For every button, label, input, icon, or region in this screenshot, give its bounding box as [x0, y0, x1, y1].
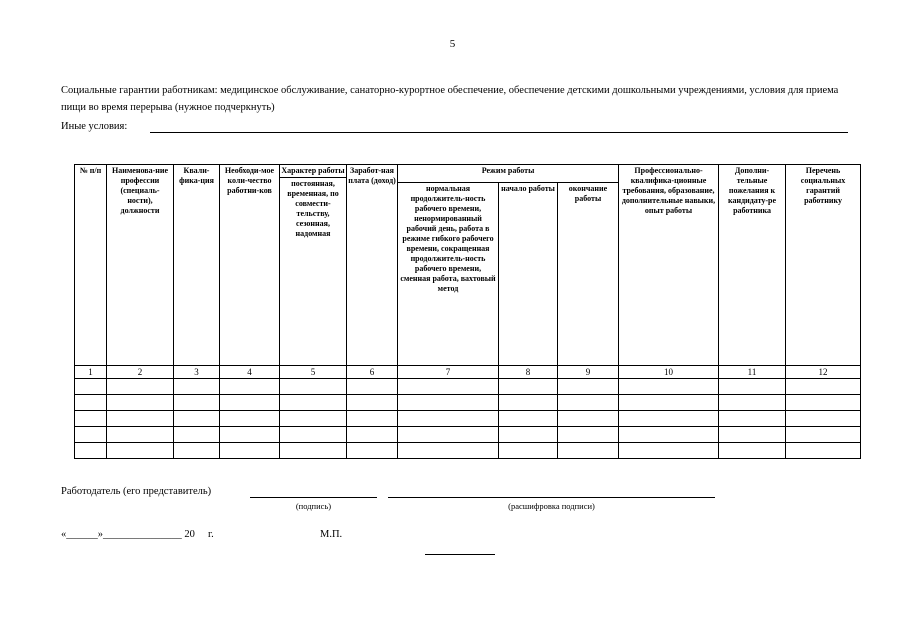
table-cell[interactable]: [398, 427, 499, 443]
header-profession: Наименова-ние профессии (специаль-ности), должности: [107, 165, 174, 366]
header-work-character-detail: постоянная, временная, по совмести-тельству, сезонная, надомная: [287, 179, 339, 238]
table-cell[interactable]: [220, 427, 280, 443]
table-cell[interactable]: [619, 395, 719, 411]
table-cell[interactable]: [719, 411, 786, 427]
table-cell[interactable]: [280, 443, 347, 459]
page-number: 5: [449, 38, 456, 50]
header-social-guarantees: Перечень социальных гарантий работнику: [786, 165, 861, 366]
table-cell[interactable]: [220, 443, 280, 459]
table-cell[interactable]: [719, 427, 786, 443]
table-cell[interactable]: [174, 395, 220, 411]
table-cell[interactable]: [619, 443, 719, 459]
table-cell[interactable]: [719, 379, 786, 395]
table-cell[interactable]: [107, 427, 174, 443]
table-cell[interactable]: [719, 443, 786, 459]
table-cell[interactable]: [499, 443, 558, 459]
table-cell[interactable]: [398, 379, 499, 395]
table-cell[interactable]: [174, 443, 220, 459]
column-number: 1: [75, 366, 107, 379]
column-number: 6: [347, 366, 398, 379]
table-cell[interactable]: [75, 411, 107, 427]
table-cell[interactable]: [398, 395, 499, 411]
signature-caption: (подпись): [295, 501, 332, 511]
table-cell[interactable]: [558, 379, 619, 395]
table-cell[interactable]: [786, 427, 861, 443]
table-row: [75, 379, 861, 395]
table-cell[interactable]: [220, 379, 280, 395]
table-cell[interactable]: [107, 395, 174, 411]
signature-decode-line[interactable]: [388, 497, 715, 498]
table-cell[interactable]: [786, 395, 861, 411]
table-cell[interactable]: [499, 411, 558, 427]
header-work-start: начало работы: [499, 183, 558, 366]
table-cell[interactable]: [619, 379, 719, 395]
table-cell[interactable]: [220, 411, 280, 427]
table-cell[interactable]: [75, 443, 107, 459]
table-cell[interactable]: [347, 395, 398, 411]
vacancy-table: [74, 164, 861, 459]
table-cell[interactable]: [719, 395, 786, 411]
other-conditions: [61, 121, 127, 132]
table-row: [75, 395, 861, 411]
column-number: 4: [220, 366, 280, 379]
header-requirements: Профессионально-квалифика-ционные требования, образование, дополнительные навыки, опыт работы: [619, 165, 719, 366]
table-cell[interactable]: [347, 379, 398, 395]
table-cell[interactable]: [499, 427, 558, 443]
header-work-mode: Режим работы: [398, 165, 619, 183]
table-cell[interactable]: [174, 411, 220, 427]
signature-decode-caption: (расшифровка подписи): [508, 501, 595, 511]
date-line: «______»_______________ 20 г.: [61, 529, 214, 540]
table-cell[interactable]: [558, 427, 619, 443]
table-cell[interactable]: [75, 395, 107, 411]
table-cell[interactable]: [786, 379, 861, 395]
table-row: [75, 443, 861, 459]
table-cell[interactable]: [220, 395, 280, 411]
table-row: [75, 411, 861, 427]
column-number: 3: [174, 366, 220, 379]
stamp-label: М.П.: [320, 529, 343, 540]
header-required-count: Необходи-мое коли-чество работни-ков: [220, 165, 280, 366]
table-cell[interactable]: [558, 395, 619, 411]
table-cell[interactable]: [786, 443, 861, 459]
column-number: 12: [786, 366, 861, 379]
column-number: 2: [107, 366, 174, 379]
header-salary: Заработ-ная плата (доход): [347, 165, 398, 366]
table-cell[interactable]: [280, 427, 347, 443]
table-cell[interactable]: [499, 395, 558, 411]
table-cell[interactable]: [347, 427, 398, 443]
header-qualification: Квали-фика-ция: [174, 165, 220, 366]
other-conditions-label: Иные условия:: [61, 121, 128, 132]
table-cell[interactable]: [619, 411, 719, 427]
table-cell[interactable]: [347, 443, 398, 459]
table-cell[interactable]: [499, 379, 558, 395]
table-cell[interactable]: [398, 443, 499, 459]
table-row: [75, 427, 861, 443]
column-number: 7: [398, 366, 499, 379]
table-cell[interactable]: [107, 379, 174, 395]
table-cell[interactable]: [280, 395, 347, 411]
table-cell[interactable]: [280, 411, 347, 427]
table-cell[interactable]: [107, 443, 174, 459]
header-work-end: окончание работы: [558, 183, 619, 366]
column-number-row: [75, 366, 861, 379]
other-conditions-line[interactable]: [150, 132, 848, 133]
table-cell[interactable]: [107, 411, 174, 427]
table-cell[interactable]: [558, 411, 619, 427]
column-number: 5: [280, 366, 347, 379]
table-cell[interactable]: [75, 427, 107, 443]
table-cell[interactable]: [347, 411, 398, 427]
table-cell[interactable]: [280, 379, 347, 395]
table-cell[interactable]: [174, 379, 220, 395]
signature-line[interactable]: [250, 497, 377, 498]
header-number: № п/п: [75, 165, 107, 366]
social-guarantees-text: Социальные гарантии работникам: медицинское обслуживание, санаторно-курортное обеспечение, обеспечение детскими дошкольными учреждениями, условия для приема пищи во время перерыва (нужное подчеркнуть): [61, 85, 839, 113]
table-cell[interactable]: [558, 443, 619, 459]
header-work-character-title: Характер работы: [280, 165, 346, 178]
header-work-character: [280, 165, 347, 366]
column-number: 10: [619, 366, 719, 379]
table-cell[interactable]: [75, 379, 107, 395]
employer-label: Работодатель (его представитель): [61, 486, 212, 497]
column-number: 9: [558, 366, 619, 379]
closing-line: [425, 554, 495, 555]
table-cell[interactable]: [398, 411, 499, 427]
column-number: 11: [719, 366, 786, 379]
table-cell[interactable]: [174, 427, 220, 443]
header-wishes: Дополни-тельные пожелания к кандидату-ре работника: [719, 165, 786, 366]
column-number: 8: [499, 366, 558, 379]
table-cell[interactable]: [786, 411, 861, 427]
table-cell[interactable]: [619, 427, 719, 443]
header-work-duration: нормальная продолжитель-ность рабочего времени, ненормированный рабочий день, работа в режиме гибкого рабочего времени, сокращенная продолжитель-ность рабочего времени, сменная работа, вахтовый метод: [398, 183, 499, 366]
